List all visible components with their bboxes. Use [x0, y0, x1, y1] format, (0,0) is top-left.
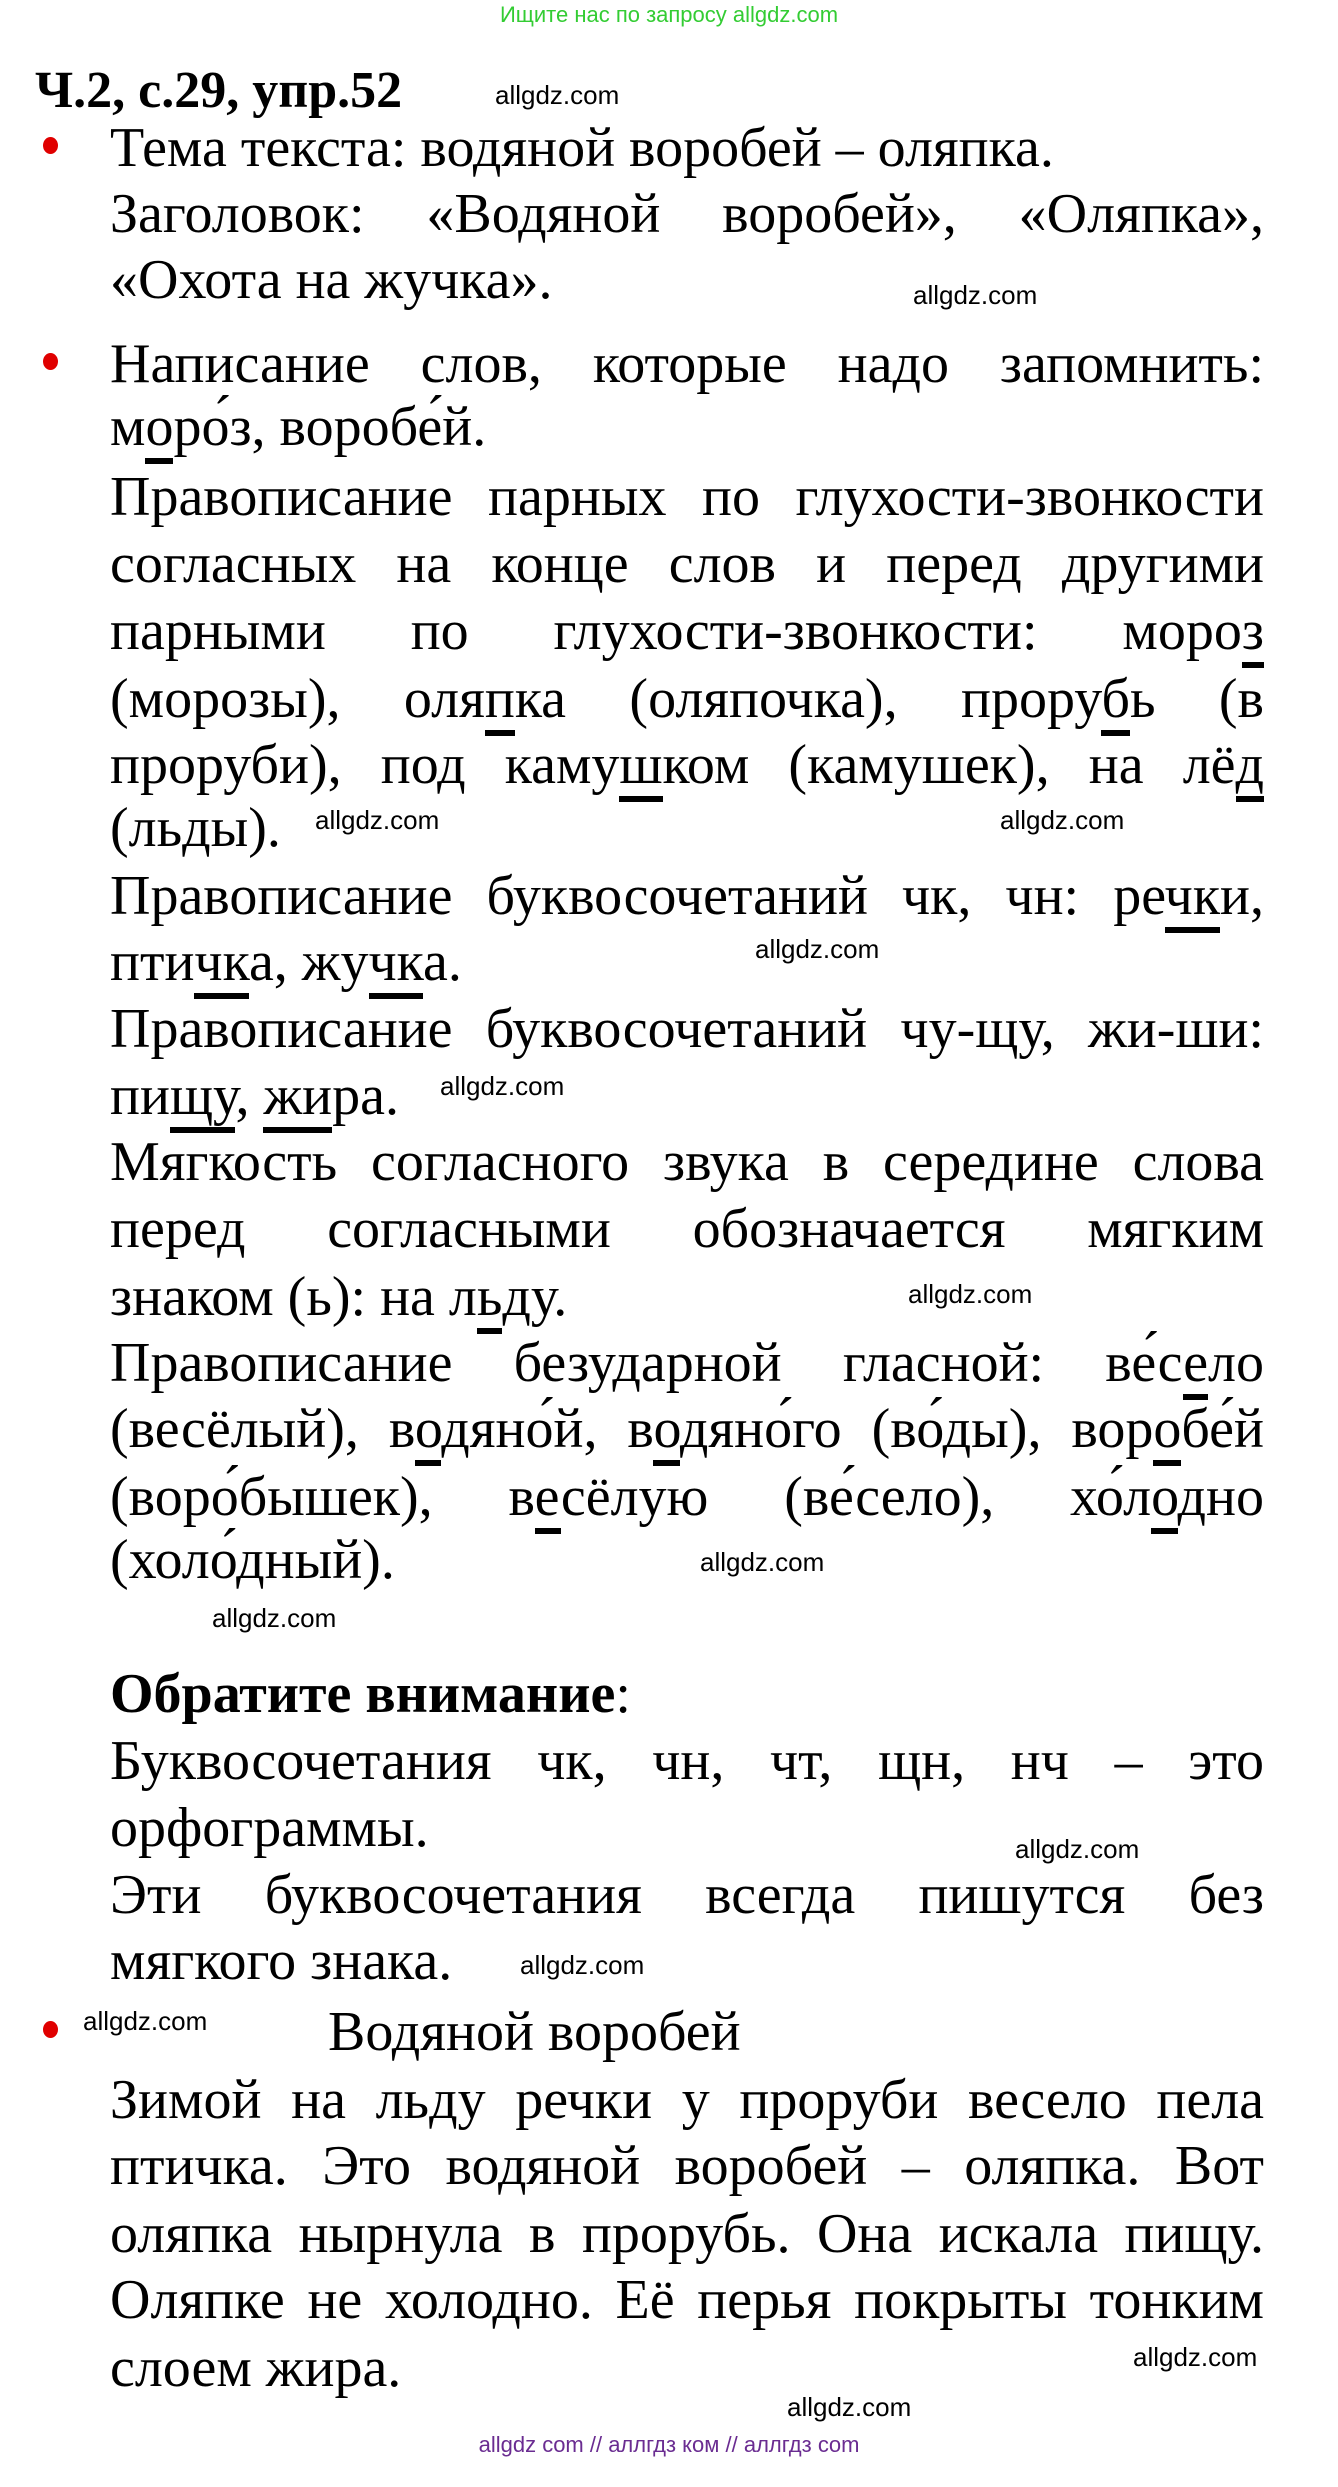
text-segment: Водяной воробей	[328, 2001, 741, 2063]
text-segment: пти	[110, 931, 195, 993]
watermark: allgdz.com	[1015, 1834, 1140, 1864]
text-line	[328, 1999, 1264, 2065]
text-line	[110, 598, 1264, 664]
text-segment: (холо́дный).	[110, 1529, 395, 1591]
text-line	[110, 1728, 1264, 1794]
text-line	[110, 464, 1264, 530]
underlined-orthogram: чк	[369, 931, 424, 999]
watermark: allgdz.com	[440, 1071, 565, 1101]
text-segment: м	[110, 396, 146, 458]
text-segment: Правописание парных по глухости-звонкости	[110, 466, 1264, 528]
text-segment: парными по глухости-звонкости: моро	[110, 600, 1242, 662]
text-line	[110, 2133, 1264, 2199]
text-segment: оляпка нырнула в прорубь. Она искала пищу.	[110, 2203, 1264, 2265]
underlined-orthogram: о	[1151, 1466, 1177, 1534]
underlined-orthogram: з	[1242, 600, 1264, 668]
text-line	[110, 181, 1264, 247]
text-segment: Буквосочетания чк, чн, чт, щн, нч – это	[110, 1730, 1264, 1792]
text-segment: Правописание буквосочетаний чу-щу, жи-ши:	[110, 998, 1264, 1060]
text-segment: согласных на конце слов и перед другими	[110, 533, 1264, 595]
watermark: allgdz.com	[1000, 805, 1125, 835]
text-segment: знаком (ь): на л	[110, 1266, 477, 1328]
underlined-orthogram: о	[653, 1398, 679, 1466]
text-line	[110, 115, 1264, 181]
underlined-orthogram: п	[485, 668, 515, 736]
text-line	[110, 863, 1264, 929]
text-line	[110, 247, 1264, 313]
text-segment: ком (камушек), на лё	[662, 734, 1236, 796]
text-line	[110, 732, 1264, 798]
text-segment: и,	[1220, 865, 1264, 927]
text-segment: бе́й	[1181, 1398, 1264, 1460]
watermark: allgdz.com	[787, 2392, 912, 2422]
text-segment: дяно́го (во́ды), вор	[679, 1398, 1154, 1460]
text-segment: Мягкость согласного звука в середине слова	[110, 1131, 1264, 1193]
underlined-orthogram: чк	[1165, 865, 1220, 933]
watermark: allgdz.com	[755, 934, 880, 964]
watermark: allgdz.com	[700, 1547, 825, 1577]
text-line	[110, 1527, 1264, 1593]
text-line	[110, 996, 1264, 1062]
bullet-icon	[43, 137, 58, 154]
text-segment: пи	[110, 1065, 170, 1127]
text-segment: ,	[235, 1065, 264, 1127]
underlined-orthogram: д	[1236, 734, 1265, 802]
text-segment: перед согласными обозначается мягким	[110, 1198, 1264, 1260]
text-segment: (морозы), оля	[110, 668, 485, 730]
text-line	[110, 1330, 1264, 1396]
bullet-icon	[43, 2021, 58, 2038]
underlined-orthogram: о	[145, 396, 173, 464]
text-segment: ро́з, воробе́й.	[173, 396, 487, 458]
footer-links: allgdz com // аллгдз ком // аллгдз com	[478, 2432, 860, 2457]
text-line	[110, 1129, 1264, 1195]
search-banner: Ищите нас по запросу allgdz.com	[499, 2, 839, 27]
watermark: allgdz.com	[913, 280, 1038, 310]
text-line	[110, 331, 1264, 397]
bullet-icon	[43, 353, 58, 370]
text-line	[110, 1396, 1264, 1462]
text-line	[110, 1661, 1264, 1727]
text-segment: а.	[423, 931, 462, 993]
text-line	[110, 666, 1264, 732]
text-line	[110, 2067, 1264, 2133]
text-segment: ду.	[502, 1266, 568, 1328]
text-line	[110, 1928, 1264, 1994]
text-segment: Заголовок: «Водяной воробей», «Оляпка»,	[110, 183, 1264, 245]
underlined-orthogram: ш	[619, 734, 662, 802]
text-line	[110, 1063, 1264, 1129]
watermark: allgdz.com	[212, 1603, 337, 1633]
text-segment: (воро́бышек), в	[110, 1466, 535, 1528]
underlined-orthogram: е	[1183, 1332, 1208, 1400]
underlined-orthogram: б	[1101, 668, 1130, 736]
text-segment: Правописание буквосочетаний чк, чн: ре	[110, 865, 1165, 927]
text-segment: проруби), под каму	[110, 734, 620, 796]
text-segment: а, жу	[248, 931, 369, 993]
text-segment: мягкого знака.	[110, 1930, 453, 1992]
text-segment: :	[615, 1663, 631, 1725]
text-line	[110, 929, 1264, 995]
text-segment: Зимой на льду речки у проруби весело пела	[110, 2069, 1264, 2131]
text-line	[110, 394, 1264, 460]
text-segment: (льды).	[110, 797, 281, 859]
text-segment: «Охота на жучка».	[110, 249, 553, 311]
text-segment: ь (в	[1129, 668, 1264, 730]
text-line	[110, 1196, 1264, 1262]
text-segment: ра.	[332, 1065, 399, 1127]
text-line	[110, 1862, 1264, 1928]
text-line	[110, 531, 1264, 597]
text-line	[110, 2267, 1264, 2333]
text-segment: ло	[1208, 1332, 1264, 1394]
text-segment: Правописание безударной гласной: ве́с	[110, 1332, 1184, 1394]
text-segment: Оляпке не холодно. Её перья покрыты тонким	[110, 2269, 1264, 2331]
watermark: allgdz.com	[520, 1950, 645, 1980]
text-segment: дно	[1177, 1466, 1264, 1528]
text-segment: слоем жира.	[110, 2337, 402, 2399]
underlined-orthogram: о	[1153, 1398, 1181, 1466]
text-segment: сёлую (ве́село), хо́л	[560, 1466, 1152, 1528]
underlined-orthogram: жи	[263, 1065, 332, 1133]
watermark: allgdz.com	[1133, 2342, 1258, 2372]
text-segment: Тема текста: водяной воробей – оляпка.	[110, 117, 1054, 179]
bold-heading: Обратите внимание	[110, 1663, 616, 1725]
underlined-orthogram: е	[535, 1466, 561, 1534]
text-segment: ка (оляпочка), прору	[514, 668, 1102, 730]
text-line	[110, 2335, 1264, 2401]
text-line	[110, 2201, 1264, 2267]
page-title: Ч.2, с.29, упр.52	[35, 62, 403, 119]
watermark: allgdz.com	[495, 80, 620, 110]
text-line	[110, 1264, 1264, 1330]
watermark: allgdz.com	[315, 805, 440, 835]
underlined-orthogram: щу	[170, 1065, 236, 1133]
watermark: allgdz.com	[83, 2006, 208, 2036]
underlined-orthogram: ь	[477, 1266, 503, 1334]
text-segment: дяно́й, в	[441, 1398, 654, 1460]
text-segment: орфограммы.	[110, 1797, 429, 1859]
underlined-orthogram: о	[415, 1398, 441, 1466]
text-segment: Написание слов, которые надо запомнить:	[110, 333, 1264, 395]
underlined-orthogram: чк	[194, 931, 249, 999]
text-segment: птичка. Это водяной воробей – оляпка. Вот	[110, 2135, 1264, 2197]
text-segment: (весёлый), в	[110, 1398, 415, 1460]
text-line	[110, 1464, 1264, 1530]
watermark: allgdz.com	[908, 1279, 1033, 1309]
text-segment: Эти буквосочетания всегда пишутся без	[110, 1864, 1264, 1926]
